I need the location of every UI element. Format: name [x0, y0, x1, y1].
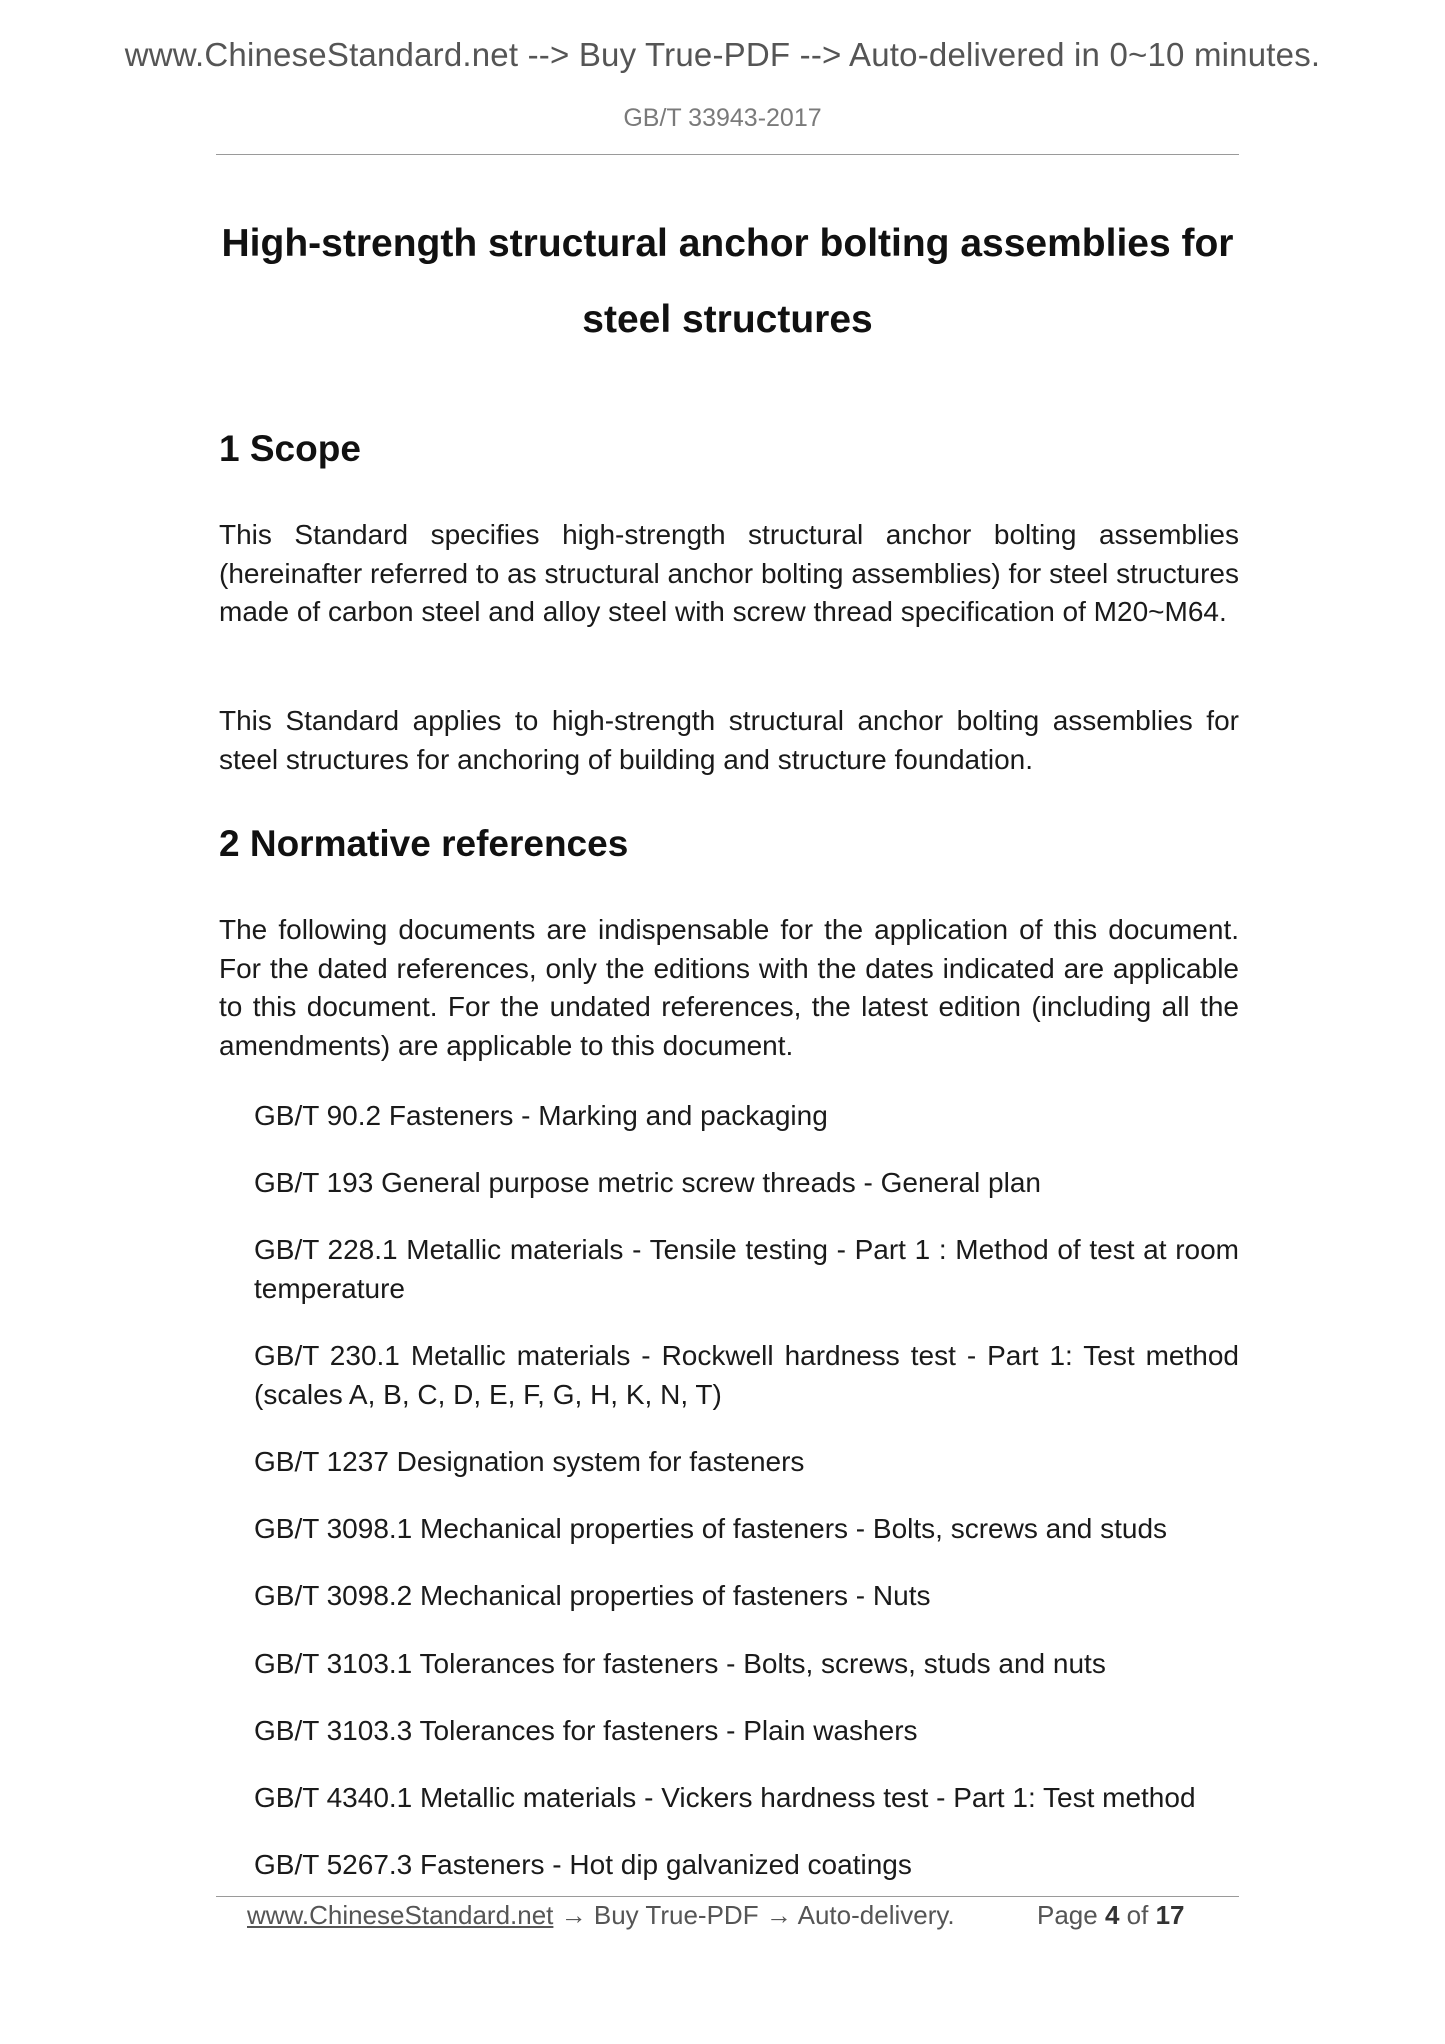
footer-site-link[interactable]: www.ChineseStandard.net: [247, 1900, 554, 1930]
reference-item: GB/T 3098.2 Mechanical properties of fasteners - Nuts: [254, 1580, 931, 1611]
scope-paragraph-2: This Standard applies to high-strength structural anchor bolting assemblies for steel structures for anchoring of building and structure foundation.: [219, 705, 1239, 775]
reference-item: GB/T 3103.1 Tolerances for fasteners - Bolts, screws, studs and nuts: [254, 1648, 1106, 1679]
page-footer: [247, 1900, 1207, 1931]
reference-item: GB/T 5267.3 Fasteners - Hot dip galvanized coatings: [254, 1849, 912, 1880]
arrow-right-icon: →: [560, 1900, 587, 1930]
title-line-2: steel structures: [582, 298, 873, 341]
reference-item: GB/T 230.1 Metallic materials - Rockwell hardness test - Part 1: Test method (scales A, B, C, D, E, F, G, H, K, N, T): [254, 1340, 1239, 1410]
reference-item: GB/T 228.1 Metallic materials - Tensile testing - Part 1 : Method of test at room temperature: [254, 1234, 1239, 1304]
of-label: of: [1126, 1900, 1149, 1930]
top-banner: www.ChineseStandard.net --> Buy True-PDF --> Auto-delivered in 0~10 minutes.: [124, 36, 1321, 73]
title-line-1: High-strength structural anchor bolting assemblies for: [221, 222, 1234, 265]
reference-item: GB/T 3103.3 Tolerances for fasteners - Plain washers: [254, 1715, 918, 1746]
page-current: 4: [1104, 1900, 1120, 1930]
reference-item: GB/T 90.2 Fasteners - Marking and packaging: [254, 1100, 828, 1131]
reference-item: GB/T 193 General purpose metric screw threads - General plan: [254, 1167, 1041, 1198]
footer-buy-text: Buy True-PDF: [593, 1900, 759, 1930]
standard-code-header: GB/T 33943-2017: [623, 104, 822, 132]
document-title: [216, 206, 1239, 358]
reference-item: GB/T 3098.1 Mechanical properties of fasteners - Bolts, screws and studs: [254, 1513, 1168, 1544]
normative-intro-paragraph: The following documents are indispensable for the application of this document. For the dated references, only the editions with the dates indicated are applicable to this document. For the undated references, the latest edition (including all the amendments) are applicable to this document.: [219, 914, 1239, 1061]
section-heading-normative-references: 2 Normative references: [219, 823, 629, 864]
arrow-right-icon: →: [765, 1900, 792, 1930]
page-label: Page: [1037, 1900, 1098, 1930]
reference-item: GB/T 4340.1 Metallic materials - Vickers hardness test - Part 1: Test method: [254, 1782, 1196, 1813]
footer-delivery-text: Auto-delivery.: [797, 1900, 955, 1930]
page-indicator: [1037, 1900, 1185, 1931]
page-total: 17: [1155, 1900, 1185, 1930]
reference-item: GB/T 1237 Designation system for fasteners: [254, 1446, 805, 1477]
header-divider: [216, 154, 1239, 155]
footer-divider: [216, 1896, 1239, 1897]
scope-paragraph-1: This Standard specifies high-strength structural anchor bolting assemblies (hereinafter referred to as structural anchor bolting assemblies) for steel structures made of carbon steel and alloy steel with screw thread specification of M20~M64.: [219, 519, 1239, 627]
section-heading-scope: 1 Scope: [219, 428, 361, 469]
